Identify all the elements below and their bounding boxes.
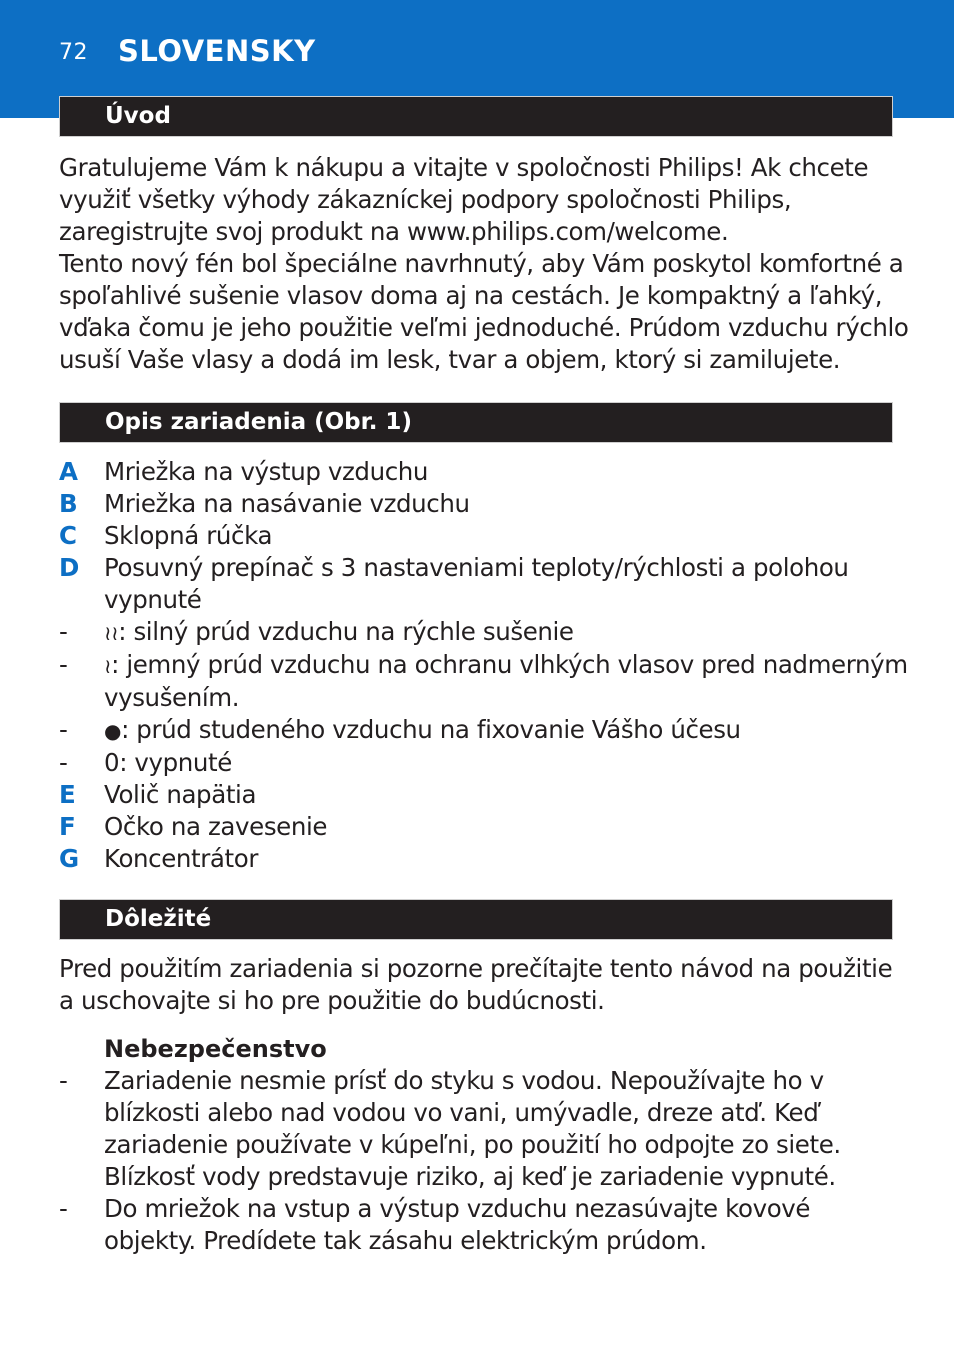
list-item (59, 1065, 909, 1193)
item-text: 0: vypnuté (104, 748, 232, 777)
list-item (59, 747, 909, 779)
section-header-intro (59, 96, 893, 137)
language-title: SLOVENSKY (118, 34, 316, 68)
item-text: Mriežka na nasávanie vzduchu (104, 489, 470, 518)
item-marker: - (59, 617, 68, 646)
list-item (59, 1193, 909, 1257)
section-header-description (59, 402, 893, 443)
section-title: Dôležité (105, 906, 212, 932)
item-text: : silný prúd vzduchu na rýchle sušenie (118, 617, 574, 646)
list-item (59, 811, 909, 843)
item-text: Očko na zavesenie (104, 812, 328, 841)
item-marker: - (59, 650, 68, 679)
item-marker: C (59, 521, 77, 550)
section-header-important (59, 899, 893, 940)
item-text: Koncentrátor (104, 844, 258, 873)
item-marker: F (59, 812, 76, 841)
page-number: 72 (59, 40, 88, 65)
cool-shot-dot-icon: ● (104, 719, 122, 743)
item-text: Zariadenie nesmie prísť do styku s vodou. Nepoužívajte ho v blízkosti alebo nad vodou vo vani, umývadle, dreze atď. Keď zariadenie používate v kúpeľni, po použití ho odpojte zo siete. Blízkosť vody predstavuje riziko, aj keď je zariadenie vypnuté. (104, 1066, 841, 1191)
list-item (59, 649, 909, 714)
intro-paragraph-2: Tento nový fén bol špeciálne navrhnutý, aby Vám poskytol komfortné a spoľahlivé sušenie vlasov doma aj na cestách. Je kompaktný a ľahký, vďaka čomu je jeho použitie veľmi jednoduché. Prúdom vzduchu rýchlo usuší Vaše vlasy a dodá im lesk, tvar a objem, ktorý si zamilujete. (59, 249, 909, 374)
list-item (59, 456, 909, 488)
item-marker: B (59, 489, 78, 518)
section-title: Úvod (105, 103, 171, 129)
item-marker: D (59, 553, 79, 582)
item-marker: - (59, 1066, 68, 1095)
item-text: Sklopná rúčka (104, 521, 273, 550)
item-text: : prúd studeného vzduchu na fixovanie Vášho účesu (121, 715, 741, 744)
item-text: Do mriežok na vstup a výstup vzduchu nezasúvajte kovové objekty. Predídete tak zásahu elektrickým prúdom. (104, 1194, 811, 1255)
item-marker: A (59, 457, 78, 486)
item-text: Volič napätia (104, 780, 257, 809)
list-item (59, 488, 909, 520)
list-item (59, 843, 909, 875)
important-text (59, 953, 909, 1017)
danger-list (59, 1065, 909, 1257)
list-item (59, 779, 909, 811)
item-marker: - (59, 1194, 68, 1223)
list-item (59, 714, 909, 747)
item-text: : jemný prúd vzduchu na ochranu vlhkých vlasov pred nadmerným vysušením. (104, 650, 908, 712)
item-marker: - (59, 715, 68, 744)
item-text: Mriežka na výstup vzduchu (104, 457, 429, 486)
item-text: Posuvný prepínač s 3 nastaveniami teploty/rýchlosti a polohou vypnuté (104, 553, 849, 614)
gentle-airflow-icon: ≀ (104, 654, 112, 678)
danger-heading: Nebezpečenstvo (104, 1035, 327, 1063)
parts-list (59, 456, 909, 875)
item-marker: E (59, 780, 76, 809)
strong-airflow-icon: ≀≀ (104, 621, 119, 645)
list-item (59, 552, 909, 616)
section-title: Opis zariadenia (Obr. 1) (105, 409, 412, 435)
important-paragraph: Pred použitím zariadenia si pozorne prečítajte tento návod na použitie a uschovajte si ho pre použitie do budúcnosti. (59, 954, 893, 1015)
item-marker: - (59, 748, 68, 777)
intro-paragraph-1: Gratulujeme Vám k nákupu a vitajte v spoločnosti Philips! Ak chcete využiť všetky výhody zákazníckej podpory spoločnosti Philips, zaregistrujte svoj produkt na www.philips.com/welcome. (59, 153, 869, 246)
list-item (59, 520, 909, 552)
intro-text (59, 152, 909, 376)
list-item (59, 616, 909, 649)
item-marker: G (59, 844, 79, 873)
